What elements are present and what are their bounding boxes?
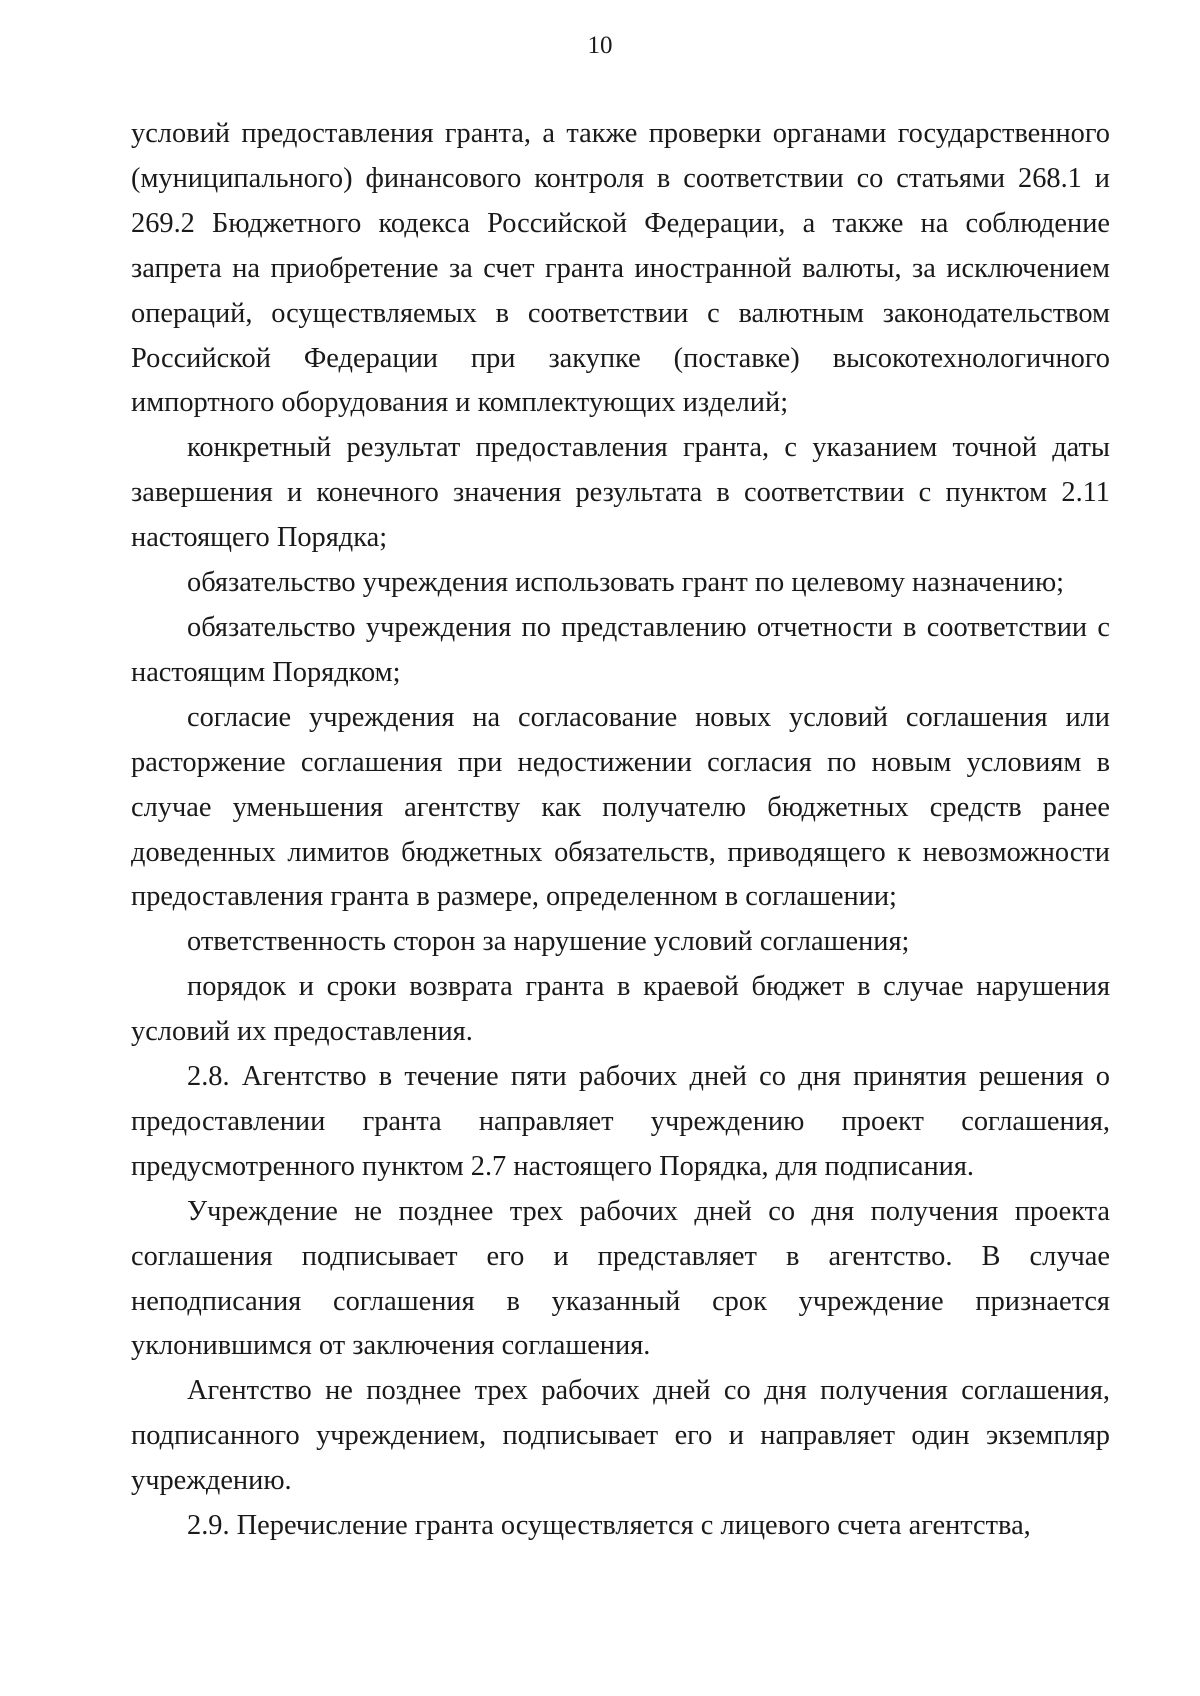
- paragraph: условий предоставления гранта, а также проверки органами государственного (муниципального) финансового контроля в соответствии со статьями 268.1 и 269.2 Бюджетного кодекса Российской Федерации, а также на соблюдение запрета на приобретение за счет гранта иностранной валюты, за исключением операций, осуществляемых в соответствии с валютным законодательством Российской Федерации при закупке (поставке) высокотехнологичного импортного оборудования и комплектующих изделий;: [131, 118, 1110, 419]
- paragraph: 2.8. Агентство в течение пяти рабочих дней со дня принятия решения о предоставлении гранта направляет учреждению проект соглашения, предусмотренного пунктом 2.7 настоящего Порядка, для подписания.: [131, 1061, 1110, 1182]
- paragraph: ответственность сторон за нарушение условий соглашения;: [187, 926, 910, 958]
- paragraph: обязательство учреждения использовать грант по целевому назначению;: [187, 567, 1065, 599]
- document-body: [131, 112, 1110, 1549]
- paragraph: 2.9. Перечисление гранта осуществляется с лицевого счета агентства,: [187, 1510, 1031, 1542]
- paragraph: Учреждение не позднее трех рабочих дней со дня получения проекта соглашения подписывает его и представляет в агентство. В случае неподписания соглашения в указанный срок учреждение признается уклонившимся от заключения соглашения.: [131, 1195, 1110, 1362]
- page-number: 10: [587, 32, 613, 59]
- paragraph: обязательство учреждения по представлению отчетности в соответствии с настоящим Порядком;: [131, 611, 1110, 688]
- paragraph: согласие учреждения на согласование новых условий соглашения или расторжение соглашения при недостижении согласия по новым условиям в случае уменьшения агентству как получателю бюджетных средств ранее доведенных лимитов бюджетных обязательств, приводящего к невозможности предоставления гранта в размере, определенном в соглашении;: [131, 701, 1110, 913]
- paragraph: порядок и сроки возврата гранта в краевой бюджет в случае нарушения условий их предоставления.: [131, 971, 1110, 1048]
- paragraph: конкретный результат предоставления гранта, с указанием точной даты завершения и конечного значения результата в соответствии с пунктом 2.11 настоящего Порядка;: [131, 432, 1110, 554]
- paragraph: Агентство не позднее трех рабочих дней со дня получения соглашения, подписанного учреждением, подписывает его и направляет один экземпляр учреждению.: [131, 1375, 1110, 1497]
